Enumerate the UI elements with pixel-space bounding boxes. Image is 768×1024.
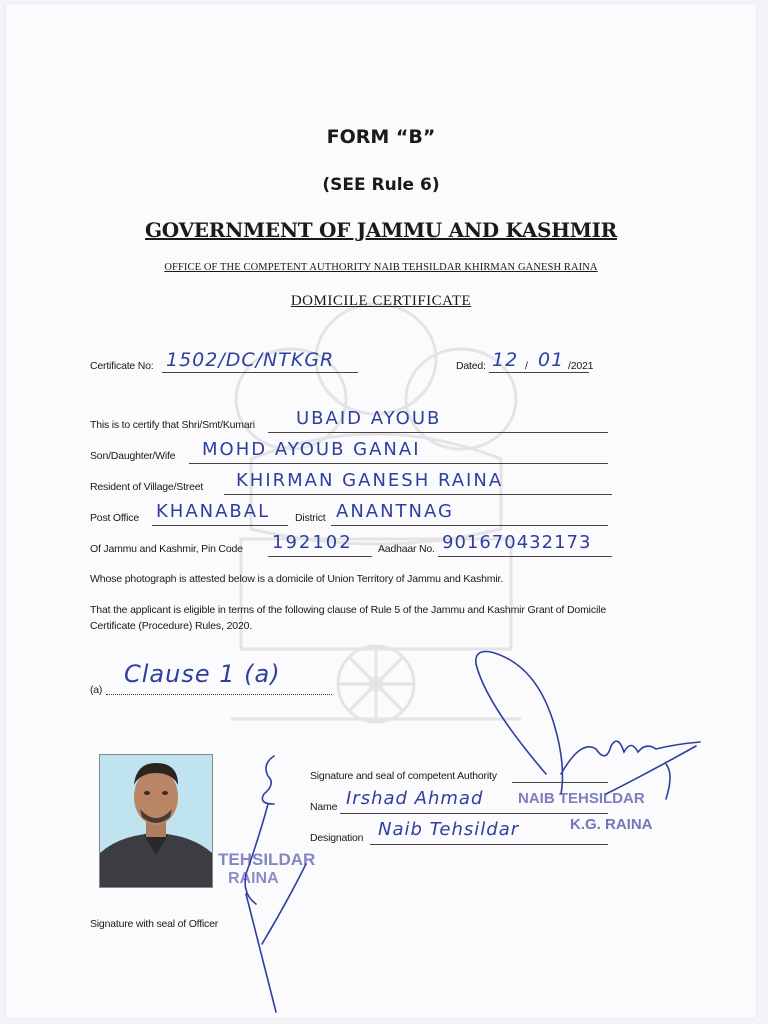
aadhaar-label: Aadhaar No. <box>378 543 435 555</box>
applicant-name: UBAID AYOUB <box>296 408 442 429</box>
dated-year: /2021 <box>568 360 594 372</box>
dated-label: Dated: <box>456 360 486 372</box>
village-label: Resident of Village/Street <box>90 481 204 493</box>
signature-seal-label: Signature and seal of competent Authority <box>310 770 497 782</box>
certificate-number-label: Certificate No: <box>90 360 154 372</box>
government-heading: GOVERNMENT OF JAMMU AND KASHMIR <box>145 218 617 242</box>
dated-month: 01 <box>538 349 565 371</box>
form-title: FORM “B” <box>326 126 436 148</box>
photo-stamp-line-1: TEHSILDAR <box>218 850 316 869</box>
certificate-page <box>6 4 756 1018</box>
post-office-value: KHANABAL <box>156 501 271 522</box>
document-title: DOMICILE CERTIFICATE <box>290 293 472 309</box>
designation-label: Designation <box>310 832 364 844</box>
clause-label: (a) <box>90 684 103 696</box>
aadhaar-value: 901670432173 <box>442 532 592 553</box>
post-office-label: Post Office <box>90 512 139 524</box>
clause-value: Clause 1 (a) <box>124 660 281 688</box>
official-stamp-line-2: K.G. RAINA <box>570 816 653 833</box>
pin-code-value: 192102 <box>272 532 353 553</box>
officer-name-label: Name <box>310 801 338 813</box>
village-value: KHIRMAN GANESH RAINA <box>236 470 504 491</box>
official-stamp-line-1: NAIB TEHSILDAR <box>518 790 645 807</box>
officer-signature-label: Signature with seal of Officer <box>90 918 219 930</box>
designation-value: Naib Tehsildar <box>378 819 520 840</box>
relation-label: Son/Daughter/Wife <box>90 450 176 462</box>
dated-day: 12 <box>492 349 519 371</box>
applicant-photo <box>99 754 213 888</box>
eligibility-statement-line-2: Certificate (Procedure) Rules, 2020. <box>90 620 253 632</box>
district-value: ANANTNAG <box>336 501 454 522</box>
photo-stamp-line-2: RAINA <box>228 870 279 887</box>
office-heading: OFFICE OF THE COMPETENT AUTHORITY NAIB TEHSILDAR KHIRMAN GANESH RAINA <box>164 262 598 273</box>
dated-separator: / <box>525 360 528 372</box>
photograph-statement: Whose photograph is attested below is a domicile of Union Territory of Jammu and Kashmir. <box>90 573 504 585</box>
eligibility-statement-line-1: That the applicant is eligible in terms of the following clause of Rule 5 of the Jammu and Kashmir Grant of Domicile <box>90 604 607 616</box>
certify-label: This is to certify that Shri/Smt/Kumari <box>90 419 255 431</box>
certificate-number-value: 1502/DC/NTKGR <box>166 349 335 371</box>
relation-name: MOHD AYOUB GANAI <box>202 439 421 460</box>
pin-code-label: Of Jammu and Kashmir, Pin Code <box>90 543 243 555</box>
rule-reference: (SEE Rule 6) <box>322 175 440 195</box>
district-label: District <box>295 512 326 524</box>
officer-name-value: Irshad Ahmad <box>346 788 484 809</box>
